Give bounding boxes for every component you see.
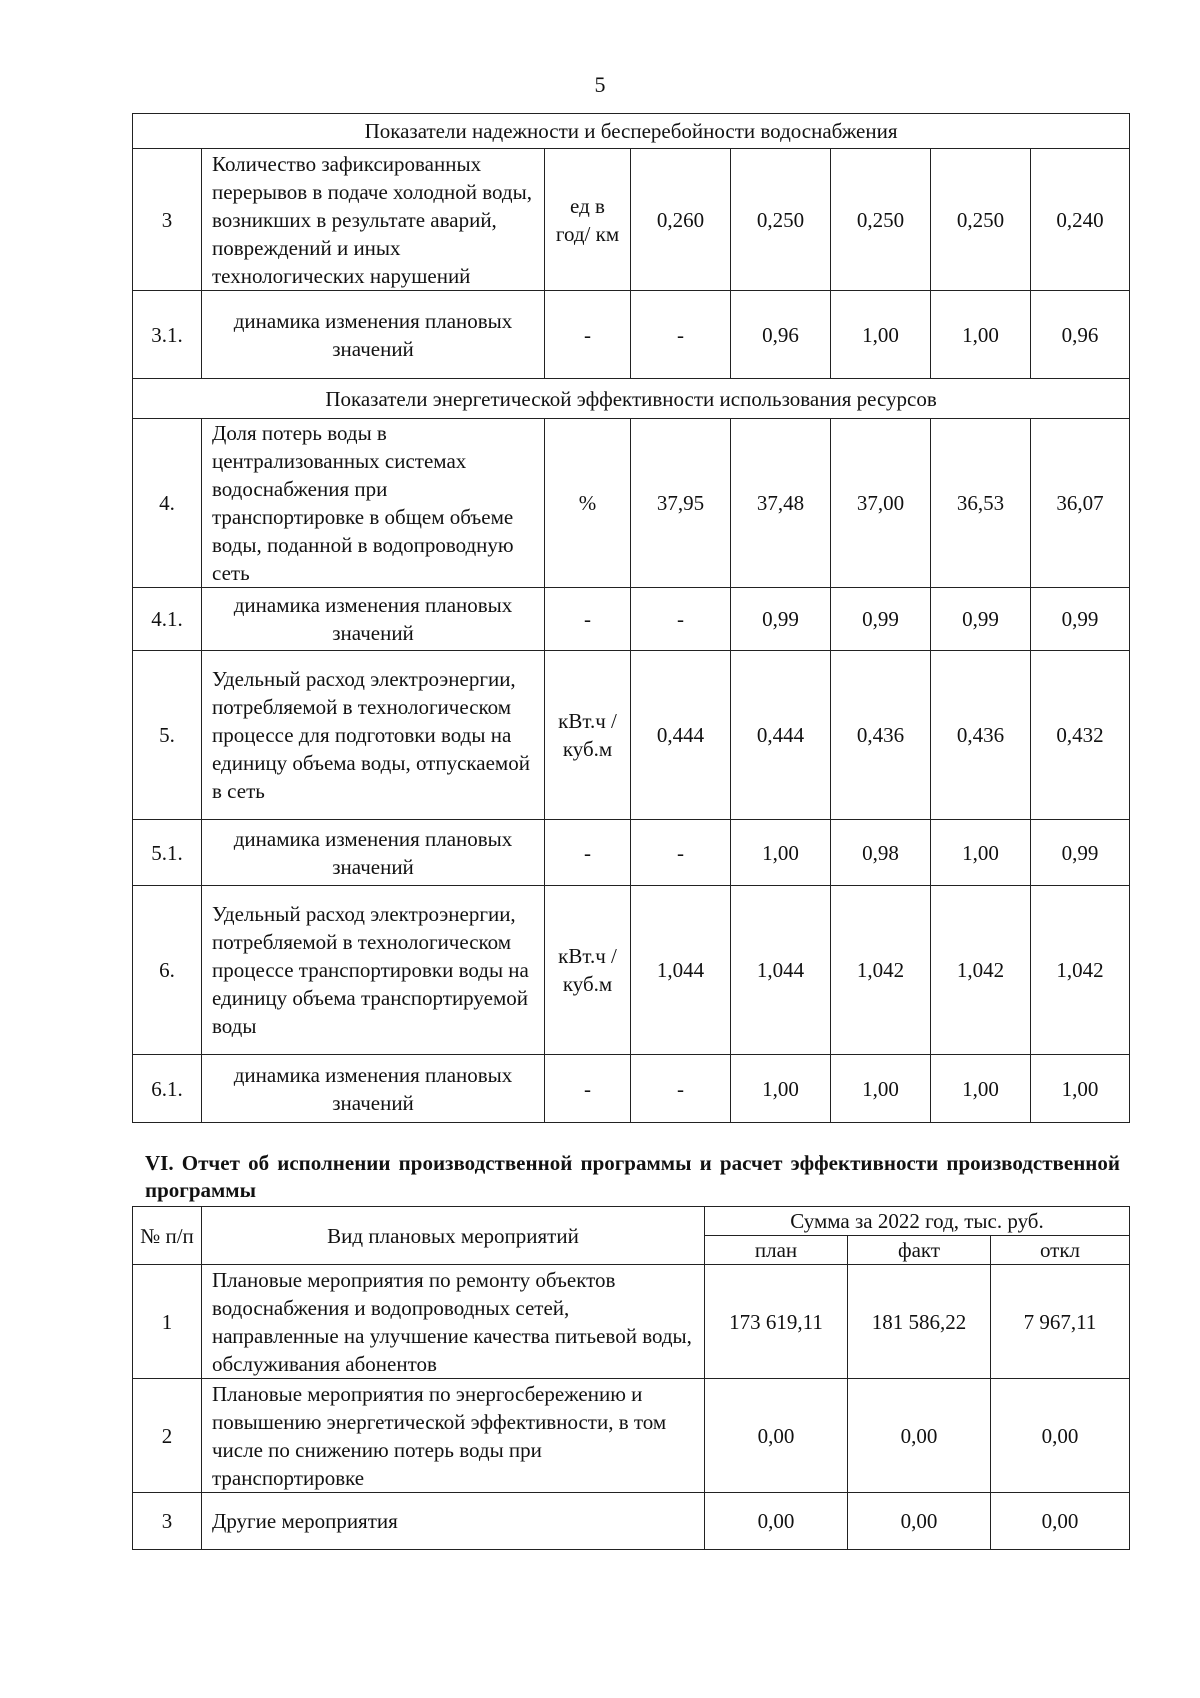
fact-value: 0,00: [848, 1493, 991, 1550]
value-cell: 36,53: [931, 419, 1031, 588]
row-number: 3: [133, 149, 202, 291]
table-row: [133, 291, 1130, 379]
unit-cell: кВт.ч / куб.м: [545, 651, 631, 820]
header-fact: факт: [848, 1236, 991, 1265]
table-row: [133, 149, 1130, 291]
value-cell: 0,96: [1031, 291, 1130, 379]
row-number: 4.: [133, 419, 202, 588]
value-cell: 0,99: [931, 588, 1031, 651]
table-row: [133, 820, 1130, 886]
row-number: 1: [133, 1265, 202, 1379]
indicators-table: [132, 113, 1130, 1123]
fact-value: 0,00: [848, 1379, 991, 1493]
value-cell: 1,00: [731, 820, 831, 886]
row-number: 5.: [133, 651, 202, 820]
section-heading: VI. Отчет об исполнении производственной программы и расчет эффективности производственной программы: [145, 1151, 1120, 1202]
indicator-name: динамика изменения плановых значений: [202, 1055, 545, 1123]
value-cell: 0,99: [831, 588, 931, 651]
deviation-value: 0,00: [991, 1493, 1130, 1550]
value-cell: -: [631, 588, 731, 651]
table-row: [133, 1265, 1130, 1379]
table-row: [133, 886, 1130, 1055]
value-cell: 1,00: [1031, 1055, 1130, 1123]
unit-cell: ед в год/ км: [545, 149, 631, 291]
unit-cell: -: [545, 588, 631, 651]
section-title: Показатели надежности и бесперебойности водоснабжения: [133, 114, 1130, 149]
value-cell: -: [631, 820, 731, 886]
fact-value: 181 586,22: [848, 1265, 991, 1379]
indicator-name: динамика изменения плановых значений: [202, 820, 545, 886]
page-number: 5: [594, 72, 606, 97]
unit-cell: %: [545, 419, 631, 588]
unit-cell: кВт.ч / куб.м: [545, 886, 631, 1055]
deviation-value: 0,00: [991, 1379, 1130, 1493]
value-cell: 0,260: [631, 149, 731, 291]
activity-name: Другие мероприятия: [202, 1493, 705, 1550]
indicator-name: Удельный расход электроэнергии, потребляемой в технологическом процессе транспортировки воды на единицу объема транспортируемой воды: [202, 886, 545, 1055]
activity-name: Плановые мероприятия по энергосбережению и повышению энергетической эффективности, в том числе по снижению потерь воды при транспортировке: [202, 1379, 705, 1493]
row-number: 3: [133, 1493, 202, 1550]
value-cell: 1,00: [831, 1055, 931, 1123]
value-cell: 1,044: [631, 886, 731, 1055]
section-title: Показатели энергетической эффективности использования ресурсов: [133, 379, 1130, 419]
table-row: [133, 588, 1130, 651]
value-cell: 1,00: [831, 291, 931, 379]
row-number: 6.: [133, 886, 202, 1055]
row-number: 6.1.: [133, 1055, 202, 1123]
indicator-name: Количество зафиксированных перерывов в подаче холодной воды, возникших в результате аварий, повреждений и иных технологических нарушений: [202, 149, 545, 291]
table-row: [133, 419, 1130, 588]
activity-name: Плановые мероприятия по ремонту объектов водоснабжения и водопроводных сетей, направленные на улучшение качества питьевой воды, обслуживания абонентов: [202, 1265, 705, 1379]
header-activity-type: Вид плановых мероприятий: [202, 1207, 705, 1265]
value-cell: 0,436: [831, 651, 931, 820]
value-cell: -: [631, 1055, 731, 1123]
indicator-name: динамика изменения плановых значений: [202, 588, 545, 651]
value-cell: 0,432: [1031, 651, 1130, 820]
value-cell: 1,042: [1031, 886, 1130, 1055]
value-cell: 0,98: [831, 820, 931, 886]
value-cell: 37,48: [731, 419, 831, 588]
value-cell: 0,99: [1031, 588, 1130, 651]
value-cell: 0,250: [931, 149, 1031, 291]
table-row: [133, 1379, 1130, 1493]
value-cell: 37,00: [831, 419, 931, 588]
row-number: 3.1.: [133, 291, 202, 379]
value-cell: 1,00: [931, 1055, 1031, 1123]
header-plan: план: [705, 1236, 848, 1265]
value-cell: 0,444: [731, 651, 831, 820]
indicator-name: динамика изменения плановых значений: [202, 291, 545, 379]
table-row: [133, 1493, 1130, 1550]
value-cell: 1,00: [931, 820, 1031, 886]
indicator-name: Удельный расход электроэнергии, потребляемой в технологическом процессе для подготовки воды на единицу объема воды, отпускаемой в сеть: [202, 651, 545, 820]
unit-cell: -: [545, 1055, 631, 1123]
table-row: [133, 651, 1130, 820]
value-cell: 1,042: [831, 886, 931, 1055]
unit-cell: -: [545, 820, 631, 886]
value-cell: -: [631, 291, 731, 379]
value-cell: 36,07: [1031, 419, 1130, 588]
plan-value: 173 619,11: [705, 1265, 848, 1379]
deviation-value: 7 967,11: [991, 1265, 1130, 1379]
value-cell: 0,250: [831, 149, 931, 291]
value-cell: 0,436: [931, 651, 1031, 820]
value-cell: 0,240: [1031, 149, 1130, 291]
header-deviation: откл: [991, 1236, 1130, 1265]
plan-value: 0,00: [705, 1379, 848, 1493]
value-cell: 37,95: [631, 419, 731, 588]
indicator-name: Доля потерь воды в централизованных системах водоснабжения при транспортировке в общем объеме воды, поданной в водопроводную сеть: [202, 419, 545, 588]
row-number: 4.1.: [133, 588, 202, 651]
value-cell: 1,042: [931, 886, 1031, 1055]
row-number: 5.1.: [133, 820, 202, 886]
row-number: 2: [133, 1379, 202, 1493]
value-cell: 1,00: [931, 291, 1031, 379]
table-row: [133, 1055, 1130, 1123]
unit-cell: -: [545, 291, 631, 379]
value-cell: 0,99: [731, 588, 831, 651]
value-cell: 0,96: [731, 291, 831, 379]
value-cell: 0,444: [631, 651, 731, 820]
header-number: № п/п: [133, 1207, 202, 1265]
value-cell: 1,044: [731, 886, 831, 1055]
value-cell: 0,99: [1031, 820, 1130, 886]
header-sum: Сумма за 2022 год, тыс. руб.: [705, 1207, 1130, 1236]
value-cell: 0,250: [731, 149, 831, 291]
value-cell: 1,00: [731, 1055, 831, 1123]
plan-value: 0,00: [705, 1493, 848, 1550]
program-execution-table: [132, 1206, 1130, 1550]
